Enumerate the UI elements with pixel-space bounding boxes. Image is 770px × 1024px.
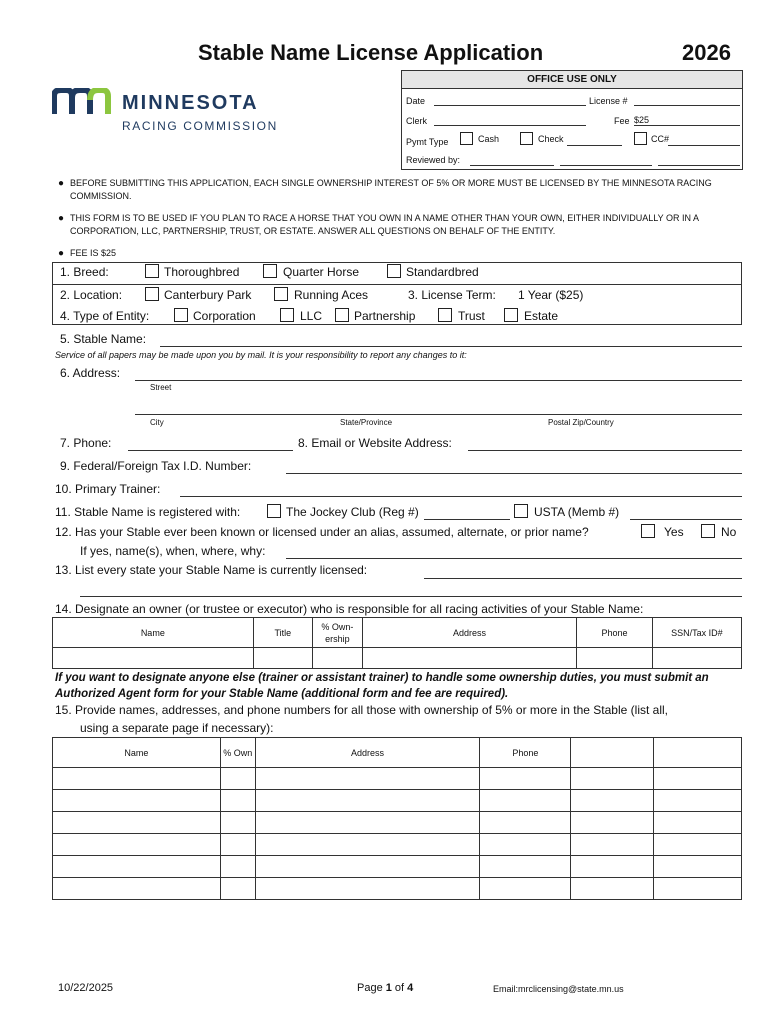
cell[interactable] [53,790,221,812]
estate-label: Estate [524,309,559,323]
office-clerk-line[interactable] [434,125,586,126]
trainer-field[interactable] [180,496,742,497]
alias-yes-checkbox[interactable] [641,524,655,538]
owner-title-cell[interactable] [253,648,312,669]
office-fee-label: Fee [614,116,630,126]
quarter-horse-label: Quarter Horse [283,265,360,279]
table-row [53,768,742,790]
cell[interactable] [255,878,480,900]
q3-label: 3. License Term: [408,288,496,302]
usta-memb-field[interactable] [630,519,742,520]
license-term-value: 1 Year ($25) [518,288,584,302]
cell[interactable] [571,856,654,878]
q9-label: 9. Federal/Foreign Tax I.D. Number: [60,459,252,473]
cell[interactable] [654,834,742,856]
cell[interactable] [220,834,255,856]
stable-name-field[interactable] [160,346,742,347]
col-ssn: SSN/Tax ID# [652,618,741,648]
office-license-line[interactable] [634,105,740,106]
llc-checkbox[interactable] [280,308,294,322]
service-note: Service of all papers may be made upon you by mail. It is your responsibility to report any changes to it: [55,350,467,360]
cc-line[interactable] [668,145,740,146]
partnership-label: Partnership [354,309,416,323]
office-fee-line [634,125,740,126]
cell[interactable] [654,812,742,834]
reviewed-line-1[interactable] [470,165,554,166]
street-field[interactable] [135,380,742,381]
cc-label: CC# [651,134,670,144]
cell[interactable] [654,768,742,790]
standardbred-label: Standardbred [406,265,479,279]
q14-label: 14. Designate an owner (or trustee or executor) who is responsible for all racing activities of your Stable Name: [55,602,644,616]
jockey-reg-field[interactable] [424,519,510,520]
cc-checkbox[interactable] [634,132,647,145]
reviewed-line-2[interactable] [560,165,652,166]
col-phone: Phone [480,738,571,768]
cell[interactable] [220,856,255,878]
q11-label: 11. Stable Name is registered with: [55,505,241,519]
city-caption: City [150,418,164,427]
cell[interactable] [654,856,742,878]
cell[interactable] [654,790,742,812]
standardbred-checkbox[interactable] [387,264,401,278]
col-own: % Own [220,738,255,768]
table-row [53,790,742,812]
responsible-owner-table [52,617,742,669]
running-aces-checkbox[interactable] [274,287,288,301]
thoroughbred-label: Thoroughbred [164,265,240,279]
partnership-checkbox[interactable] [335,308,349,322]
cell[interactable] [571,878,654,900]
ownership-table [52,737,742,900]
q8-label: 8. Email or Website Address: [298,436,452,450]
office-date-label: Date [406,96,426,106]
q13-label: 13. List every state your Stable Name is currently licensed: [55,563,368,577]
q6-label: 6. Address: [60,366,121,380]
phone-field[interactable] [128,450,293,451]
cell[interactable] [220,790,255,812]
cell[interactable] [571,790,654,812]
office-clerk-label: Clerk [406,116,428,126]
table-row [53,648,742,669]
col-name: Name [53,618,254,648]
cell[interactable] [480,856,571,878]
corporation-label: Corporation [193,309,256,323]
reviewed-label: Reviewed by: [406,155,461,165]
running-aces-label: Running Aces [294,288,369,302]
col-address: Address [362,618,577,648]
state-caption: State/Province [340,418,393,427]
col-title: Title [253,618,312,648]
cell[interactable] [255,856,480,878]
office-license-label: License # [589,96,628,106]
jockey-club-checkbox[interactable] [267,504,281,518]
states-field-1[interactable] [424,578,742,579]
estate-checkbox[interactable] [504,308,518,322]
cell[interactable] [220,768,255,790]
canterbury-checkbox[interactable] [145,287,159,301]
col-extra-1 [571,738,654,768]
cash-label: Cash [478,134,500,144]
col-phone: Phone [577,618,652,648]
cell[interactable] [220,878,255,900]
q12-label: 12. Has your Stable ever been known or licensed under an alias, assumed, alternate, or prior name? [55,525,589,539]
reviewed-line-3[interactable] [658,165,740,166]
bullet-form-use: ● THIS FORM IS TO BE USED IF YOU PLAN TO RACE A HORSE THAT YOU OWN IN A NAME OTHER THAN YOUR OWN, EITHER INDIVIDUALLY OR IN A CORPORATION, LLC, PARTNERSHIP, TRUST, OR ESTATE. ANSWER ALL QUESTIONS ON BEHALF OF THE ENTITY. [58,213,699,236]
cell[interactable] [255,790,480,812]
cell[interactable] [480,834,571,856]
q10-label: 10. Primary Trainer: [55,482,161,496]
owner-name-cell[interactable] [53,648,254,669]
tax-id-field[interactable] [286,473,742,474]
cell[interactable] [53,878,221,900]
cell[interactable] [255,812,480,834]
q2-label: 2. Location: [60,288,123,302]
cell[interactable] [53,834,221,856]
form-year: 2026 [682,40,731,65]
cell[interactable] [571,812,654,834]
bullet-licensing: ● BEFORE SUBMITTING THIS APPLICATION, EACH SINGLE OWNERSHIP INTEREST OF 5% OR MORE MUST BE LICENSED BY THE MINNESOTA RACING COMMISSION. [58,178,712,201]
check-checkbox[interactable] [520,132,533,145]
postal-caption: Postal Zip/Country [548,418,614,427]
q15-label-cont: using a separate page if necessary): [80,721,274,735]
office-date-line[interactable] [434,105,586,106]
col-name: Name [53,738,221,768]
table-row [53,878,742,900]
footer-date: 10/22/2025 [58,982,114,994]
q5-label: 5. Stable Name: [60,332,147,346]
table-row [53,856,742,878]
alias-no-checkbox[interactable] [701,524,715,538]
cell[interactable] [480,790,571,812]
cell[interactable] [480,812,571,834]
q7-label: 7. Phone: [60,436,112,450]
alias-details-field[interactable] [286,558,742,559]
office-fee-value: $25 [634,115,650,125]
alias-no-label: No [721,525,737,539]
canterbury-label: Canterbury Park [164,288,252,302]
cell[interactable] [220,812,255,834]
usta-label: USTA (Memb #) [534,505,620,519]
trust-label: Trust [458,309,485,323]
q1-label: 1. Breed: [60,265,109,279]
office-use-box [401,70,743,170]
usta-checkbox[interactable] [514,504,528,518]
owner-address-cell[interactable] [362,648,577,669]
thoroughbred-checkbox[interactable] [145,264,159,278]
alias-details-label: If yes, name(s), when, where, why: [80,544,266,558]
email-field[interactable] [468,450,742,451]
office-pymt-label: Pymt Type [406,137,449,147]
q4-label: 4. Type of Entity: [60,309,150,323]
col-address: Address [255,738,480,768]
cell[interactable] [654,878,742,900]
jockey-club-label: The Jockey Club (Reg #) [286,505,419,519]
cell[interactable] [53,768,221,790]
cell[interactable] [571,768,654,790]
q15-label: 15. Provide names, addresses, and phone numbers for all those with ownership of 5% or more in the Stable (list all, [55,703,668,717]
table-row [53,834,742,856]
footer-email: Email:mrclicensing@state.mn.us [493,984,624,994]
llc-label: LLC [300,309,323,323]
city-state-zip-field[interactable] [135,414,742,415]
col-ownership: % Own-ership [313,618,363,648]
check-label: Check [538,134,564,144]
states-field-2[interactable] [80,596,742,597]
cell[interactable] [480,878,571,900]
cell[interactable] [255,768,480,790]
cell[interactable] [571,834,654,856]
logo-subtitle: RACING COMMISSION [122,119,278,133]
check-line[interactable] [567,145,622,146]
authorized-agent-note: If you want to designate anyone else (trainer or assistant trainer) to handle some ownership duties, you must submit an Authorized Agent form for your Stable Name (additional form and fee are required). [55,672,709,700]
cell[interactable] [53,812,221,834]
street-caption: Street [150,383,172,392]
trust-checkbox[interactable] [438,308,452,322]
col-extra-2 [654,738,742,768]
logo-wordmark: MINNESOTA [122,92,259,114]
cell[interactable] [255,834,480,856]
cell[interactable] [480,768,571,790]
bullet-fee: ● FEE IS $25 [58,248,117,259]
owner-ownership-cell[interactable] [313,648,363,669]
owner-ssn-cell[interactable] [652,648,741,669]
office-use-heading: OFFICE USE ONLY [402,71,742,89]
table-row [53,812,742,834]
quarter-horse-checkbox[interactable] [263,264,277,278]
cell[interactable] [53,856,221,878]
form-title: Stable Name License Application [198,40,544,65]
corporation-checkbox[interactable] [174,308,188,322]
footer-page: Page 1 of 4 [357,982,414,994]
cash-checkbox[interactable] [460,132,473,145]
m-logo-icon [52,88,112,116]
alias-yes-label: Yes [664,525,684,539]
owner-phone-cell[interactable] [577,648,652,669]
divider [52,284,742,285]
